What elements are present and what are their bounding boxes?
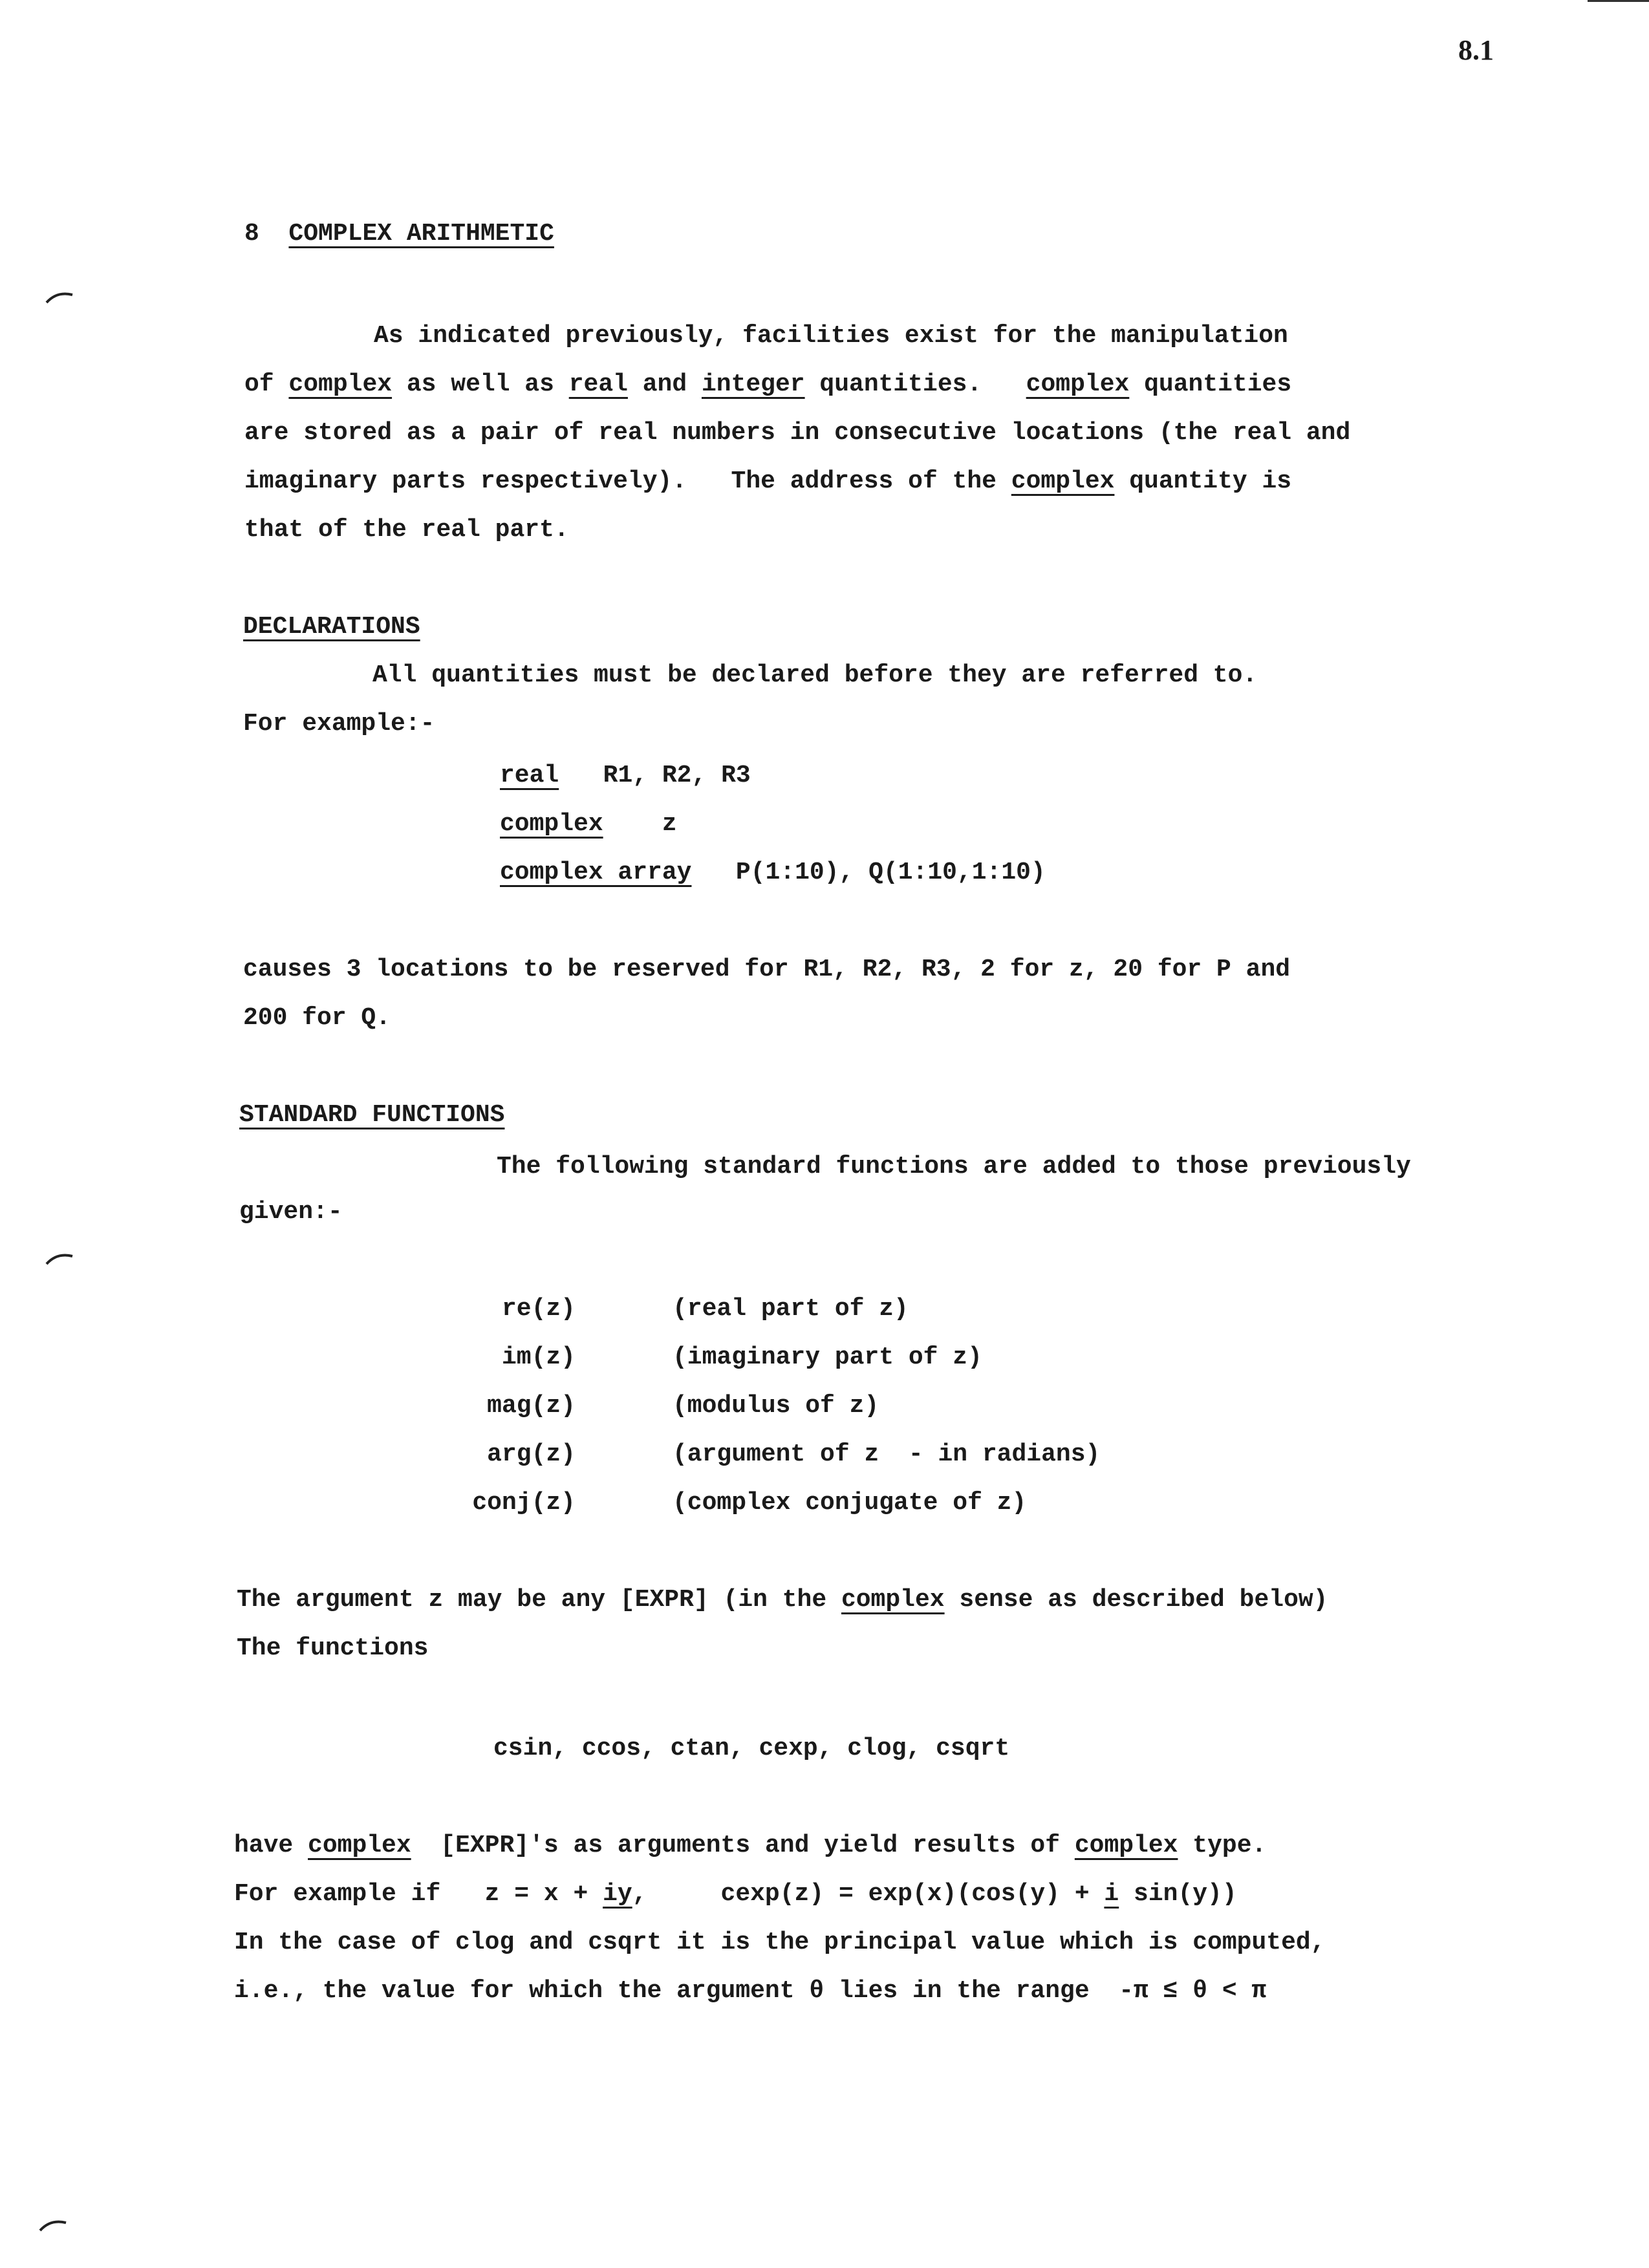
declarations-line-2: For example:-	[243, 710, 435, 738]
have-line: have complex [EXPR]'s as arguments and yield results of complex type.	[234, 1832, 1267, 1859]
declarations-heading: DECLARATIONS	[243, 613, 420, 641]
page-number: 8.1	[1458, 34, 1494, 66]
declaration-example: complex array P(1:10), Q(1:10,1:10)	[500, 859, 1046, 886]
function-description: (modulus of z)	[673, 1392, 879, 1420]
theta-symbol: θ	[1192, 1977, 1208, 2005]
function-description: (real part of z)	[673, 1295, 909, 1323]
chapter-title: COMPLEX ARITHMETIC	[288, 220, 554, 248]
standard-functions-line-1: The following standard functions are added to those previously	[497, 1153, 1411, 1181]
function-name: mag(z)	[487, 1392, 576, 1420]
punch-mark-icon	[45, 290, 74, 304]
declarations-line-1: All quantities must be declared before they are referred to.	[372, 661, 1258, 689]
function-name: arg(z)	[487, 1440, 576, 1468]
functions-line: The functions	[237, 1634, 429, 1662]
top-edge-rule	[1588, 0, 1649, 2]
function-name: re(z)	[501, 1295, 576, 1323]
principal-value-line: In the case of clog and csqrt it is the principal value which is computed,	[234, 1929, 1326, 1956]
function-name: im(z)	[501, 1343, 576, 1371]
standard-functions-line-2: given:-	[239, 1198, 343, 1226]
declaration-example: complex z	[500, 810, 677, 838]
example-line: For example if z = x + iy, cexp(z) = exp(x)(cos(y) + i sin(y))	[234, 1880, 1237, 1908]
intro-line-1: As indicated previously, facilities exist for the manipulation	[374, 322, 1288, 350]
range-line: i.e., the value for which the argument θ lies in the range -π ≤ θ < π	[234, 1977, 1267, 2005]
complex-functions-list: csin, ccos, ctan, cexp, clog, csqrt	[493, 1735, 1010, 1762]
intro-line-4: imaginary parts respectively). The address of the complex quantity is	[244, 467, 1292, 495]
theta-symbol: θ	[809, 1977, 824, 2005]
function-name: conj(z)	[472, 1489, 576, 1517]
declaration-example: real R1, R2, R3	[500, 762, 751, 789]
function-description: (complex conjugate of z)	[673, 1489, 1027, 1517]
intro-line-3: are stored as a pair of real numbers in consecutive locations (the real and	[244, 419, 1351, 447]
chapter-heading	[244, 220, 554, 248]
function-description: (imaginary part of z)	[673, 1343, 982, 1371]
intro-line-2: of complex as well as real and integer quantities. complex quantities	[244, 370, 1292, 398]
intro-line-5: that of the real part.	[244, 516, 569, 544]
function-description: (argument of z - in radians)	[673, 1440, 1101, 1468]
declarations-after-2: 200 for Q.	[243, 1004, 391, 1032]
argument-line: The argument z may be any [EXPR] (in the complex sense as described below)	[237, 1586, 1328, 1614]
declarations-after-1: causes 3 locations to be reserved for R1, R2, R3, 2 for z, 20 for P and	[243, 956, 1291, 983]
standard-functions-heading: STANDARD FUNCTIONS	[239, 1101, 505, 1129]
chapter-number: 8	[244, 220, 259, 248]
punch-mark-icon	[45, 1251, 74, 1265]
punch-mark-icon	[39, 2218, 67, 2232]
